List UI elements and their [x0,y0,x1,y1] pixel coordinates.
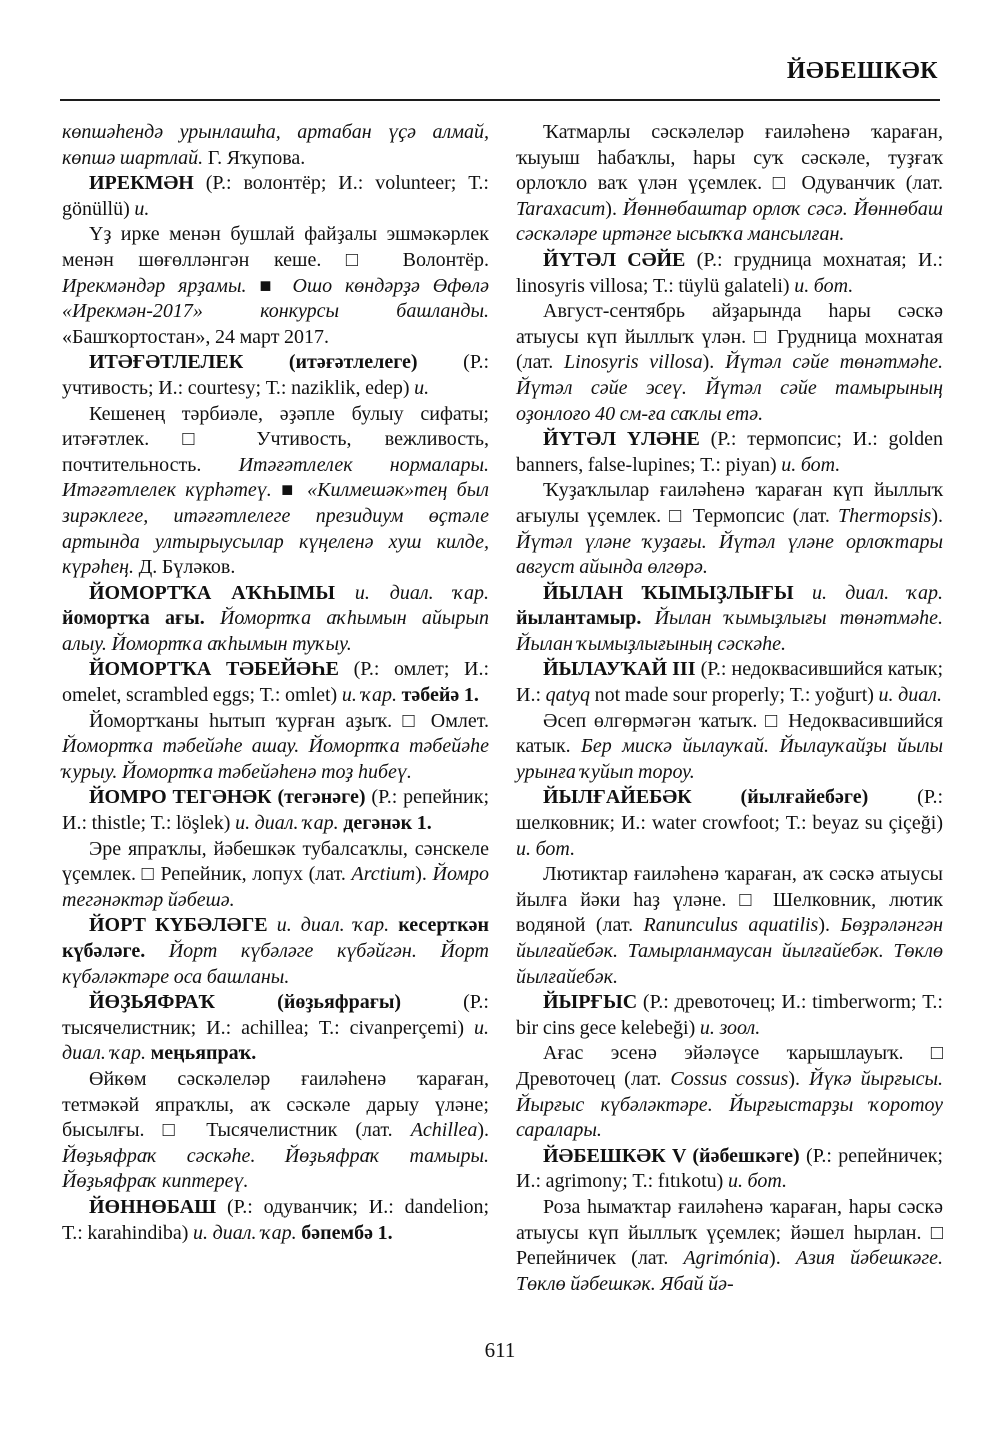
paragraph-headword [62,350,489,401]
text-run: ). [788,1067,809,1090]
text-run: (Р.: учтивость; И.: courtesy; Т.: naziklik, edep) [62,351,489,399]
text-run: (Р.: термопсис; И.: golden banners, false-lupines; Т.: piyan) [516,428,943,476]
text-run: (Р.: недоквасившийся катык; И.: [516,658,943,707]
text-run: ЙҮТӘЛ ҮЛӘНЕ [543,428,700,451]
text-run: «Килмешәк»тең был зирәклеге, итәғәтлелеге президиум өҫтәле артында ултырыусылар күңеленә хуш килде, күрәһең. [62,479,490,579]
text-run: (Р.: грудница мохнатая; И.: linosyris villosa; Т.: tüylü galateli) [516,248,944,297]
paragraph-headword [516,427,943,478]
text-run: (Р.: репейник; И.: thistle; Т.: löşlek) [62,786,489,835]
text-run: Үҙ ирке менән бушлай файҙалы эшмәкәрлек менән шөғөлләнгән кеше. □ Волонтёр. [62,223,489,271]
text-run: ЙӨҘЬЯФРАҠ (йөҙьяфрағы) [89,991,402,1014]
text-run: Йүтәл үләне ҡуҙағы. Йүтәл үләне орлоҡтары август айында өлгөрә. [516,530,943,579]
text-run: и. бот. [781,453,841,476]
text-run: Йылан ҡымыҙлығы төнәтмәһе. Йылан ҡымыҙлығының сәскәһе. [516,607,943,655]
text-run: и. диал. ҡар. [193,1221,302,1244]
text-run: и. бот. [516,837,576,860]
text-run: Linosyris villosa [564,351,703,374]
text-run: «Башҡортостан», 24 март 2017. [62,325,330,348]
paragraph-headword [62,657,489,708]
text-run: ЙЫЛҒАЙЕБӘК (йылғайебәге) [543,786,869,809]
text-run: (Р.: волонтёр; И.: volunteer; Т.: gönüllü) [62,172,489,220]
text-run: Август-сентябрь айҙарында һары сәскә атыусы күп йыллыҡ үлән. □ Грудница мохнатая (лат. [516,300,943,374]
text-run: и. диал. ҡар. [235,812,344,835]
text-run: Йомортҡаны һытып ҡурған аҙыҡ. □ Омлет. [89,709,489,732]
text-run: кесерткән күбәләге. [62,914,489,962]
text-run: и. диал. ҡар. [276,914,399,937]
paragraph-body [516,478,943,580]
text-run: Йомортҡа тәбейәһе ашау. Йомортҡа тәбейәһе ҡурыу. Йомортҡа тәбейәһенә тоҙ һибеү. [62,735,489,783]
text-run: меңьяпраҡ. [150,1042,257,1065]
text-run: ). [769,1247,796,1270]
paragraph-headword [62,990,489,1067]
text-run: Бер мискә йылауҡай. Йылауҡайҙы йылы урынға ҡуйып тороу. [516,735,943,783]
text-run: Cossus cossus [670,1067,789,1090]
text-run: Thermopsis [837,504,932,527]
column-left [62,120,489,1297]
text-run: ЙЫЛАН ҠЫМЫҘЛЫҒЫ [543,581,812,604]
text-run: ЙҮТӘЛ СӘЙЕ [543,248,686,271]
text-run: и. ҡар. [341,684,402,707]
text-run: Эре япраҡлы, йәбешкәк тубалсаҡлы, сәнскеле үҫемлек. □ Репейник, лопух (лат. [62,837,489,886]
paragraph-body [62,709,489,786]
text-run: (Р.: древоточец; И.: timberworm; Т.: bir cins gece kelebeği) [516,991,943,1039]
paragraph-headword [62,581,489,658]
text-run: Йомортҡа аҡһымын айырып алыу. Йомортҡа аҡһымын туҡыу. [62,607,489,655]
paragraph-body [516,862,943,990]
paragraph-headword [516,248,943,299]
text-run: и. диал. [878,684,942,707]
text-run: ЙОМОРТҠА АҠҺЫМЫ [89,581,355,604]
text-run: ЙЫРҒЫС [543,991,638,1014]
text-run: и. бот. [727,1170,788,1193]
text-run: Йорт күбәләге күбәйгән. Йорт күбәләктәре оса башланы. [62,940,489,988]
text-run: и. диал. ҡар. [811,581,943,604]
text-run: Achillea [410,1119,478,1142]
text-run: (Р.: шелковник; И.: water crowfoot; Т.: beyaz su çiçeği) [516,786,943,835]
text-run: qatyq [545,684,591,707]
text-run: Ирекмәндәр ярҙамы. [62,274,247,297]
paragraph-headword [516,785,943,862]
paragraph-headword [516,657,943,708]
text-run: Г. Яҡупова. [203,146,306,169]
paragraph-headword [62,171,489,222]
paragraph-body [516,299,943,427]
paragraph-continuation [62,120,489,171]
paragraph-body [62,222,489,350]
text-run: и. [134,197,150,220]
text-run: йылантамыр. [516,607,655,630]
text-run: ). [605,197,623,220]
text-run: Итәғәтлелек нормалары. Итәғәтлелек күрһәтеү. [62,453,489,502]
paragraph-headword [62,913,489,990]
text-run: и. зоол. [699,1016,761,1039]
column-right [516,120,943,1297]
text-run: ИТӘҒӘТЛЕЛЕК (итәғәтлелеге) [89,351,418,374]
paragraph-headword [516,990,943,1041]
paragraph-headword [516,1144,943,1195]
text-run: Йүтәл сәйе төнәтмәһе. Йүтәл сәйе эсеү. Йүтәл сәйе тамырының оҙонлоғо 40 см-ға саҡлы етә. [516,351,943,425]
text-run: Ҡуҙаҡлылар ғаиләһенә ҡараған күп йыллыҡ ағыулы үҫемлек. □ Термопсис (лат. [516,479,943,527]
text-run: ). [818,914,841,937]
text-run: (Р.: тысячелистник; И.: achillea; Т.: civanperçemi) [62,991,489,1039]
page-number: 611 [484,1338,516,1362]
paragraph-body [62,402,489,581]
paragraph-headword [62,785,489,836]
text-run: ЙОМОРТҠА ТӘБЕЙӘҺЕ [89,658,339,681]
paragraph-body [62,837,489,914]
text-run: Ошо көндәрҙә Өфөлә «Ирекмән-2017» конкурсы башланды. [62,274,489,323]
text-run: бәпембә 1. [301,1221,393,1244]
paragraph-body [516,709,943,786]
text-run: Ағас эсенә эйәләүсе ҡарышлауыҡ. □ Древоточец (лат. [516,1042,943,1090]
text-run: ИРЕКМӘН [89,172,194,195]
text-run: Ranunculus aquatilis [643,914,819,937]
paragraph-body [62,1067,489,1195]
text-run: ). [702,351,726,374]
text-run: Лютиктар ғаиләһенә ҡараған, аҡ сәскә атыусы йылға йәки һаҙ үләне. □ Шелковник, лютик водяной (лат. [516,863,943,937]
text-run: ■ [246,274,293,297]
text-run: Йүкә йырғысы. Йырғыс күбәләктәре. Йырғыстарҙы ҡоротоу саралары. [516,1067,943,1142]
text-run: Өйкөм сәскәлеләр ғаиләһенә ҡараған, тетмәкәй япраҡлы, аҡ сәскәле дарыу үләне; бысылғы. □ Тысячелистник (лат. [62,1067,489,1142]
text-run: ■ [271,479,308,502]
header-rule [60,99,940,101]
text-run: Роза һымаҡтар ғаиләһенә ҡараған, һары сәскә атыусы күп йыллыҡ үҫемлек; йәшел һырлан. □ Репейничек (лат. [516,1195,943,1270]
text-run: Кешенең тәрбиәле, әҙәпле булыу сифаты; итәғәтлек. □ Учтивость, вежливость, почтительность. [62,402,489,476]
text-run: тәбейә 1. [401,684,479,707]
text-run: и. диал. ҡар. [62,1016,489,1065]
text-run: ЙӘБЕШКӘК V (йәбешкәге) [543,1144,800,1167]
paragraph-headword [516,581,943,658]
text-run: и. диал. ҡар. [354,581,489,604]
text-run: (Р.: репейничек; И.: agrimony; Т.: fıtıkotu) [516,1144,943,1193]
text-run: ЙОРТ КҮБӘЛӘГЕ [89,914,277,937]
text-run: Taraxacum [516,197,606,220]
paragraph-headword [62,1195,489,1246]
text-run: not made sour properly; Т.: yoğurt) [590,684,879,707]
text-run: дегәнәк 1. [343,812,432,835]
text-run: Agrimónia [683,1247,770,1270]
text-run: ЙЫЛАУҠАЙ III [543,658,696,681]
text-run: ЙӨННӨБАШ [89,1195,217,1218]
paragraph-body [516,1041,943,1143]
text-run: Йөҙьяфраҡ сәскәһе. Йөҙьяфраҡ тамыры. Йөҙьяфраҡ киптереү. [62,1144,489,1193]
text-run: (Р.: одуванчик; И.: dandelion; Т.: karahindiba) [62,1195,489,1244]
text-run: ). [931,504,943,527]
text-run: Азия йәбешкәге. Төклө йәбешкәк. Ябай йә- [516,1247,943,1295]
text-run: и. бот. [794,274,854,297]
text-run: ЙОМРО ТЕГӘНӘК (тегәнәге) [89,786,366,809]
running-head: ЙӘБЕШКӘК [786,58,938,84]
text-run: йомортҡа ағы. [62,607,220,630]
paragraph-body [516,1195,943,1297]
text-run: (Р.: омлет; И.: omelet, scrambled eggs; Т.: omlet) [62,658,489,707]
text-run: Йөннөбаштар орлоҡ сәсә. Йөннөбаш сәскәләре иртәнге ысыҡҡа мансылған. [516,197,943,246]
text-run: Йомро тегәнәктәр йәбешә. [62,863,489,911]
text-run: Arctium [351,863,416,886]
page-body [62,120,943,1297]
text-run: Әсеп өлгөрмәгән ҡатыҡ. □ Недоквасившийся катык. [516,709,943,758]
paragraph-body [516,120,943,248]
text-run: ). [477,1119,489,1142]
text-run: и. [414,376,430,399]
text-run: Ҡатмарлы сәскәлеләр ғаиләһенә ҡараған, ҡыуыш һабаҡлы, һары суҡ сәскәле, туҙғаҡ орлоҡло ваҡ үлән үҫемлек. □ Одуванчик (лат. [516,121,943,195]
text-run: Бөҙрәләнгән йылғайебәк. Тамырланмаусан йылғайебәк. Төклө йылғайебәк. [516,914,943,988]
text-run: ). [415,863,433,886]
text-run: Д. Бүләков. [134,556,236,579]
text-run: көпшәһендә урынлашһа, артабан үҫә алмай, көпшә шартлай. [62,121,489,169]
